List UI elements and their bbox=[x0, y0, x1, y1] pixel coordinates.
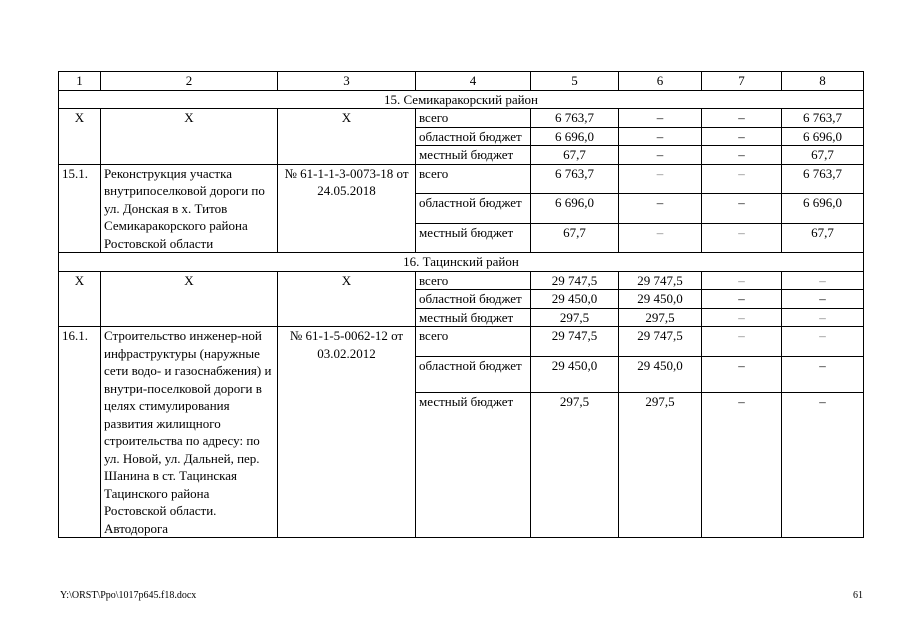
item-document: № 61-1-5-0062-12 от 03.02.2012 bbox=[278, 327, 416, 538]
value-cell: 6 696,0 bbox=[531, 194, 619, 224]
value-cell: 6 696,0 bbox=[782, 127, 864, 146]
value-cell: 29 747,5 bbox=[619, 327, 702, 357]
section-title: 16. Тацинский район bbox=[59, 253, 864, 272]
summary-x-cell: Х bbox=[59, 271, 101, 327]
value-cell: 297,5 bbox=[619, 393, 702, 538]
value-cell: 297,5 bbox=[619, 308, 702, 327]
value-cell: – bbox=[702, 127, 782, 146]
value-cell: 6 763,7 bbox=[531, 164, 619, 194]
value-cell: 29 747,5 bbox=[531, 327, 619, 357]
value-cell: – bbox=[619, 194, 702, 224]
header-cell: 4 bbox=[416, 72, 531, 91]
page-number: 61 bbox=[853, 590, 863, 601]
header-cell: 5 bbox=[531, 72, 619, 91]
value-cell: 29 747,5 bbox=[531, 271, 619, 290]
value-cell: – bbox=[782, 393, 864, 538]
header-cell: 1 bbox=[59, 72, 101, 91]
value-cell: – bbox=[702, 271, 782, 290]
table-row bbox=[59, 327, 864, 357]
funding-label: местный бюджет bbox=[416, 393, 531, 538]
funding-label: местный бюджет bbox=[416, 146, 531, 165]
header-cell: 3 bbox=[278, 72, 416, 91]
funding-label: всего bbox=[416, 271, 531, 290]
item-document: № 61-1-1-3-0073-18 от 24.05.2018 bbox=[278, 164, 416, 253]
value-cell: – bbox=[702, 357, 782, 393]
value-cell: 6 763,7 bbox=[531, 109, 619, 128]
budget-table bbox=[58, 71, 864, 538]
value-cell: 297,5 bbox=[531, 308, 619, 327]
table-row bbox=[59, 164, 864, 194]
section-title-row bbox=[59, 253, 864, 272]
table-row bbox=[59, 271, 864, 290]
value-cell: 67,7 bbox=[782, 146, 864, 165]
funding-label: всего bbox=[416, 327, 531, 357]
value-cell: – bbox=[619, 164, 702, 194]
value-cell: – bbox=[619, 109, 702, 128]
value-cell: – bbox=[619, 223, 702, 253]
value-cell: – bbox=[782, 271, 864, 290]
value-cell: – bbox=[702, 146, 782, 165]
header-cell: 8 bbox=[782, 72, 864, 91]
value-cell: – bbox=[782, 290, 864, 309]
footer-file-path: Y:\ORST\Ppo\1017p645.f18.docx bbox=[60, 590, 197, 601]
section-title-row bbox=[59, 90, 864, 109]
summary-x-cell: Х bbox=[278, 109, 416, 165]
value-cell: 29 450,0 bbox=[531, 357, 619, 393]
value-cell: 29 450,0 bbox=[531, 290, 619, 309]
header-cell: 7 bbox=[702, 72, 782, 91]
summary-x-cell: Х bbox=[101, 271, 278, 327]
value-cell: – bbox=[619, 146, 702, 165]
value-cell: 67,7 bbox=[782, 223, 864, 253]
funding-label: областной бюджет bbox=[416, 127, 531, 146]
section-title: 15. Семикаракорский район bbox=[59, 90, 864, 109]
value-cell: 6 763,7 bbox=[782, 109, 864, 128]
funding-label: всего bbox=[416, 164, 531, 194]
value-cell: 297,5 bbox=[531, 393, 619, 538]
value-cell: – bbox=[702, 308, 782, 327]
header-cell: 6 bbox=[619, 72, 702, 91]
header-row bbox=[59, 72, 864, 91]
value-cell: – bbox=[702, 290, 782, 309]
value-cell: – bbox=[702, 223, 782, 253]
value-cell: – bbox=[702, 393, 782, 538]
value-cell: – bbox=[702, 194, 782, 224]
value-cell: 67,7 bbox=[531, 146, 619, 165]
value-cell: – bbox=[782, 308, 864, 327]
funding-label: областной бюджет bbox=[416, 194, 531, 224]
summary-x-cell: Х bbox=[278, 271, 416, 327]
value-cell: 6 763,7 bbox=[782, 164, 864, 194]
funding-label: всего bbox=[416, 109, 531, 128]
summary-x-cell: Х bbox=[101, 109, 278, 165]
value-cell: – bbox=[702, 109, 782, 128]
funding-label: областной бюджет bbox=[416, 357, 531, 393]
value-cell: 29 450,0 bbox=[619, 290, 702, 309]
item-number: 16.1. bbox=[59, 327, 101, 538]
value-cell: 29 747,5 bbox=[619, 271, 702, 290]
funding-label: местный бюджет bbox=[416, 308, 531, 327]
value-cell: 6 696,0 bbox=[782, 194, 864, 224]
item-name: Строительство инженер-ной инфраструктуры (наружные сети водо- и газоснабжения) и внутри-поселковой дороги в целях стимулирования развития жилищного строительства по адресу: по ул. Новой, ул. Дальней, пер. Шанина в ст. Тацинская Тацинского района Ростовской области. Автодорога bbox=[101, 327, 278, 538]
summary-x-cell: Х bbox=[59, 109, 101, 165]
value-cell: – bbox=[782, 357, 864, 393]
value-cell: – bbox=[782, 327, 864, 357]
table-row bbox=[59, 109, 864, 128]
value-cell: – bbox=[702, 164, 782, 194]
value-cell: 6 696,0 bbox=[531, 127, 619, 146]
funding-label: областной бюджет bbox=[416, 290, 531, 309]
value-cell: 67,7 bbox=[531, 223, 619, 253]
item-number: 15.1. bbox=[59, 164, 101, 253]
value-cell: – bbox=[702, 327, 782, 357]
funding-label: местный бюджет bbox=[416, 223, 531, 253]
item-name: Реконструкция участка внутрипоселковой дороги по ул. Донская в х. Титов Семикаракорского района Ростовской области bbox=[101, 164, 278, 253]
header-cell: 2 bbox=[101, 72, 278, 91]
value-cell: – bbox=[619, 127, 702, 146]
value-cell: 29 450,0 bbox=[619, 357, 702, 393]
